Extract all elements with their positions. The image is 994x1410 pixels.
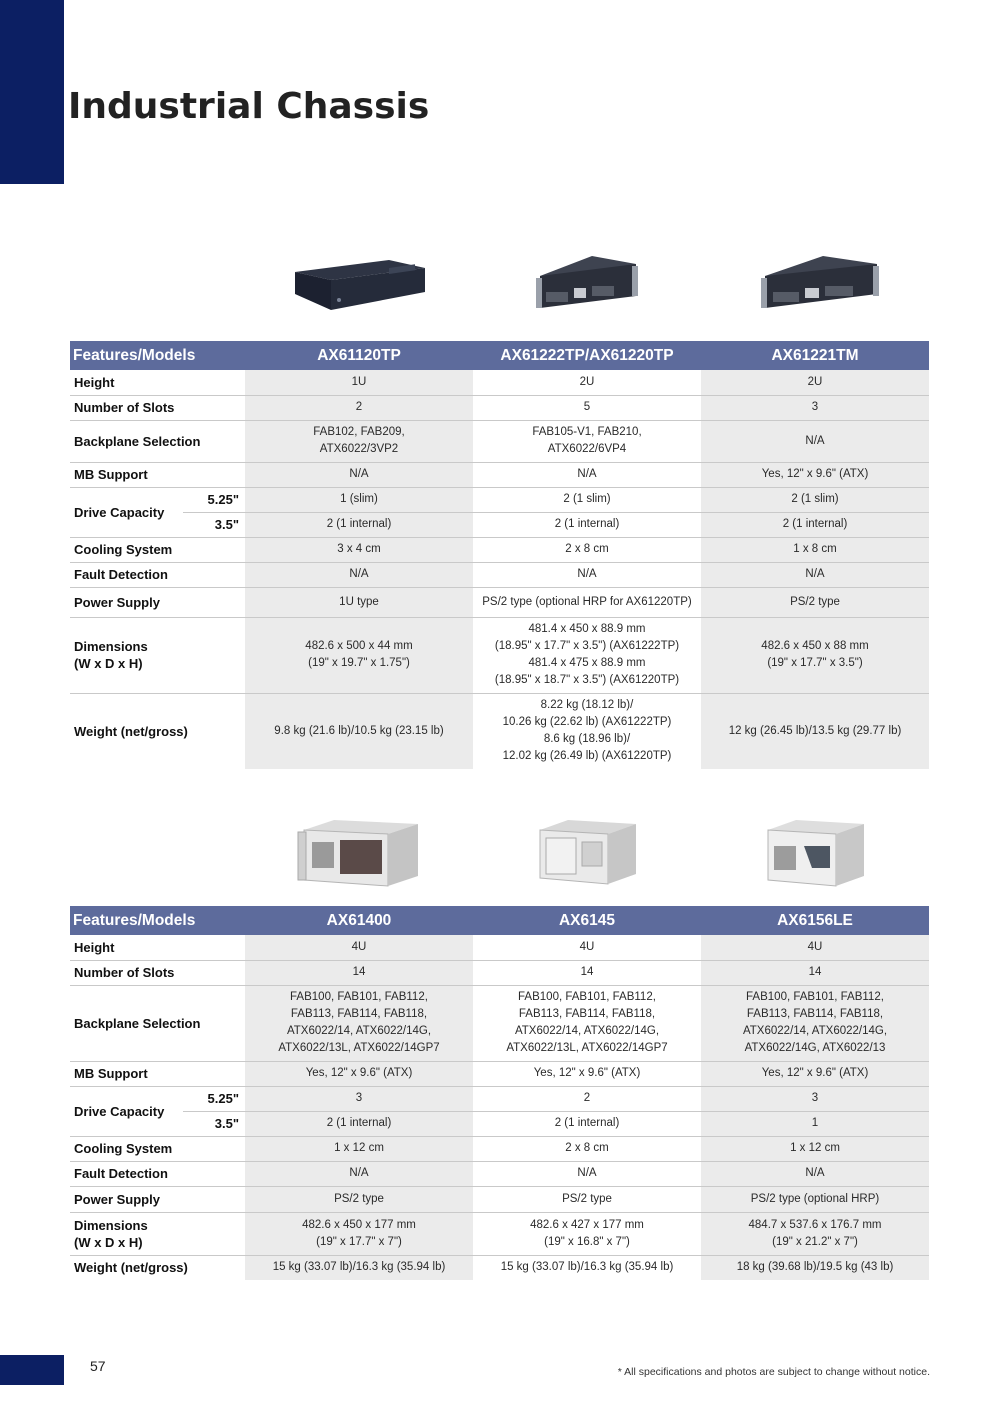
- row-backplane: [70, 420, 929, 462]
- row-label: Dimensions (W x D x H): [70, 1212, 245, 1255]
- cell-value: N/A: [701, 1161, 929, 1186]
- side-accent-bar-bottom: [0, 1355, 64, 1385]
- row-label: MB Support: [70, 1061, 245, 1086]
- cell-value: 2 (1 internal): [473, 512, 701, 537]
- row-power: [70, 1186, 929, 1212]
- row-label: MB Support: [70, 462, 245, 487]
- photo-ax6156le: [701, 812, 929, 892]
- cell-value: 2 x 8 cm: [473, 1136, 701, 1161]
- cell-value: 1 (slim): [245, 487, 473, 512]
- product-photos-row-2: [245, 812, 929, 892]
- header-row: [70, 341, 929, 370]
- cell-value: 482.6 x 450 x 177 mm (19" x 17.7" x 7"): [245, 1212, 473, 1255]
- cell-value: Yes, 12" x 9.6" (ATX): [701, 1061, 929, 1086]
- row-label: Backplane Selection: [70, 420, 245, 462]
- row-label: Backplane Selection: [70, 985, 245, 1061]
- cell-value: 2: [473, 1086, 701, 1111]
- cell-value: FAB102, FAB209, ATX6022/3VP2: [245, 420, 473, 462]
- cell-value: 4U: [245, 935, 473, 960]
- cell-value: FAB100, FAB101, FAB112, FAB113, FAB114, FAB118, ATX6022/14, ATX6022/14G, ATX6022/14G, ATX6022/13: [701, 985, 929, 1061]
- row-label: Weight (net/gross): [74, 723, 188, 739]
- spec-table-2: [70, 906, 929, 1280]
- model-name: AX61400: [245, 906, 473, 935]
- drive-bay-label: 5.25": [183, 1086, 245, 1111]
- row-slots: [70, 395, 929, 420]
- row-weight: [70, 1255, 929, 1280]
- cell-value: 481.4 x 450 x 88.9 mm (18.95" x 17.7" x 3.5") (AX61222TP) 481.4 x 475 x 88.9 mm (18.95" x 18.7" x 3.5") (AX61220TP): [473, 617, 701, 693]
- cell-value: 2 (1 internal): [245, 1111, 473, 1136]
- row-slots: [70, 960, 929, 985]
- cell-value: N/A: [473, 462, 701, 487]
- row-label: Drive Capacity: [70, 1086, 183, 1136]
- drive-bay-label: 5.25": [183, 487, 245, 512]
- cell-value: 2: [245, 395, 473, 420]
- cell-value: N/A: [245, 462, 473, 487]
- photo-ax6145: [473, 812, 701, 892]
- cell-value: 484.7 x 537.6 x 176.7 mm (19" x 21.2" x 7"): [701, 1212, 929, 1255]
- cell-value: FAB100, FAB101, FAB112, FAB113, FAB114, FAB118, ATX6022/14, ATX6022/14G, ATX6022/13L, ATX6022/14GP7: [473, 985, 701, 1061]
- drive-bay-label: 3.5": [183, 1111, 245, 1136]
- row-mb-support: [70, 1061, 929, 1086]
- row-drive-525: [70, 1086, 929, 1111]
- cell-value: 14: [473, 960, 701, 985]
- cell-value: 1 x 12 cm: [701, 1136, 929, 1161]
- row-label: Drive Capacity: [70, 487, 183, 537]
- row-label: Number of Slots: [70, 395, 245, 420]
- chassis-2u-image: [532, 248, 642, 318]
- cell-value: N/A: [701, 562, 929, 587]
- cell-value: N/A: [473, 562, 701, 587]
- row-label: Cooling System: [70, 1136, 245, 1161]
- cell-value: 9.8 kg (21.6 lb)/10.5 kg (23.15 lb): [245, 693, 473, 769]
- cell-value: PS/2 type: [701, 587, 929, 617]
- cell-value: Yes, 12" x 9.6" (ATX): [701, 462, 929, 487]
- cell-value: PS/2 type: [245, 1186, 473, 1212]
- chassis-1u-image: [289, 252, 429, 314]
- cell-value: Yes, 12" x 9.6" (ATX): [245, 1061, 473, 1086]
- row-label: Height: [70, 935, 245, 960]
- cell-value: 2U: [473, 370, 701, 395]
- row-cooling: [70, 537, 929, 562]
- row-height: [70, 370, 929, 395]
- cell-value: 4U: [701, 935, 929, 960]
- cell-value: N/A: [245, 1161, 473, 1186]
- row-label: Fault Detection: [70, 1161, 245, 1186]
- cell-value: 1U: [245, 370, 473, 395]
- chassis-4u-image: [760, 816, 870, 888]
- cell-value: 2 (1 slim): [473, 487, 701, 512]
- cell-value: 4U: [473, 935, 701, 960]
- cell-value: 14: [701, 960, 929, 985]
- cell-value: 2 x 8 cm: [473, 537, 701, 562]
- cell-value: 3: [701, 395, 929, 420]
- cell-value: 15 kg (33.07 lb)/16.3 kg (35.94 lb): [473, 1255, 701, 1280]
- photo-ax61400: [245, 812, 473, 892]
- row-label: Weight (net/gross): [74, 1260, 188, 1276]
- cell-value: 2U: [701, 370, 929, 395]
- cell-value: 2 (1 slim): [701, 487, 929, 512]
- row-label: Height: [70, 370, 245, 395]
- cell-value: 3: [701, 1086, 929, 1111]
- cell-value: 1U type: [245, 587, 473, 617]
- row-dimensions: [70, 617, 929, 693]
- cell-value: 2 (1 internal): [245, 512, 473, 537]
- cell-value: FAB105-V1, FAB210, ATX6022/6VP4: [473, 420, 701, 462]
- row-label: Number of Slots: [70, 960, 245, 985]
- row-label: Power Supply: [70, 1186, 245, 1212]
- row-drive-35: [70, 1111, 929, 1136]
- row-height: [70, 935, 929, 960]
- chassis-2u-image: [745, 248, 885, 318]
- row-weight: [70, 693, 929, 769]
- row-mb-support: [70, 462, 929, 487]
- cell-value: FAB100, FAB101, FAB112, FAB113, FAB114, FAB118, ATX6022/14, ATX6022/14G, ATX6022/13L, ATX6022/14GP7: [245, 985, 473, 1061]
- cell-value: 3 x 4 cm: [245, 537, 473, 562]
- cell-value: N/A: [473, 1161, 701, 1186]
- cell-value: Yes, 12" x 9.6" (ATX): [473, 1061, 701, 1086]
- row-label: Power Supply: [70, 587, 245, 617]
- row-drive-525: [70, 487, 929, 512]
- model-name: AX6156LE: [701, 906, 929, 935]
- row-cooling: [70, 1136, 929, 1161]
- spec-table-1: [70, 341, 929, 769]
- cell-value: 1: [701, 1111, 929, 1136]
- row-label: Fault Detection: [70, 562, 245, 587]
- model-name: AX61120TP: [245, 341, 473, 370]
- cell-value: 8.22 kg (18.12 lb)/ 10.26 kg (22.62 lb) (AX61222TP) 8.6 kg (18.96 lb)/ 12.02 kg (26.49 lb) (AX61220TP): [473, 693, 701, 769]
- row-label: Cooling System: [70, 537, 245, 562]
- cell-value: N/A: [245, 562, 473, 587]
- cell-value: 2 (1 internal): [701, 512, 929, 537]
- cell-value: N/A: [701, 420, 929, 462]
- side-accent-bar-top: [0, 0, 64, 184]
- row-backplane: [70, 985, 929, 1061]
- chassis-4u-image: [294, 816, 424, 888]
- product-photos-row-1: [245, 244, 929, 322]
- row-fault: [70, 1161, 929, 1186]
- cell-value: 14: [245, 960, 473, 985]
- model-name: AX61221TM: [701, 341, 929, 370]
- header-label: Features/Models: [70, 341, 245, 370]
- header-label: Features/Models: [70, 906, 245, 935]
- cell-value: 1 x 8 cm: [701, 537, 929, 562]
- cell-value: 5: [473, 395, 701, 420]
- cell-value: 482.6 x 500 x 44 mm (19" x 19.7" x 1.75"): [245, 617, 473, 693]
- cell-value: PS/2 type (optional HRP): [701, 1186, 929, 1212]
- chassis-4u-image: [532, 816, 642, 888]
- row-power: [70, 587, 929, 617]
- header-row: [70, 906, 929, 935]
- cell-value: 12 kg (26.45 lb)/13.5 kg (29.77 lb): [701, 693, 929, 769]
- cell-value: 15 kg (33.07 lb)/16.3 kg (35.94 lb): [245, 1255, 473, 1280]
- photo-ax61120tp: [245, 244, 473, 322]
- row-dimensions: [70, 1212, 929, 1255]
- cell-value: 3: [245, 1086, 473, 1111]
- cell-value: 482.6 x 427 x 177 mm (19" x 16.8" x 7"): [473, 1212, 701, 1255]
- cell-value: 18 kg (39.68 lb)/19.5 kg (43 lb): [701, 1255, 929, 1280]
- cell-value: 482.6 x 450 x 88 mm (19" x 17.7" x 3.5"): [701, 617, 929, 693]
- page-title: Industrial Chassis: [68, 86, 430, 127]
- footnote: * All specifications and photos are subject to change without notice.: [617, 1366, 930, 1378]
- row-drive-35: [70, 512, 929, 537]
- row-label: Dimensions (W x D x H): [70, 617, 245, 693]
- drive-bay-label: 3.5": [183, 512, 245, 537]
- cell-value: 2 (1 internal): [473, 1111, 701, 1136]
- photo-ax61222tp: [473, 244, 701, 322]
- model-name: AX6145: [473, 906, 701, 935]
- page-number: 57: [90, 1358, 106, 1374]
- cell-value: PS/2 type: [473, 1186, 701, 1212]
- row-fault: [70, 562, 929, 587]
- cell-value: PS/2 type (optional HRP for AX61220TP): [473, 587, 701, 617]
- model-name: AX61222TP/AX61220TP: [473, 341, 701, 370]
- cell-value: 1 x 12 cm: [245, 1136, 473, 1161]
- photo-ax61221tm: [701, 244, 929, 322]
